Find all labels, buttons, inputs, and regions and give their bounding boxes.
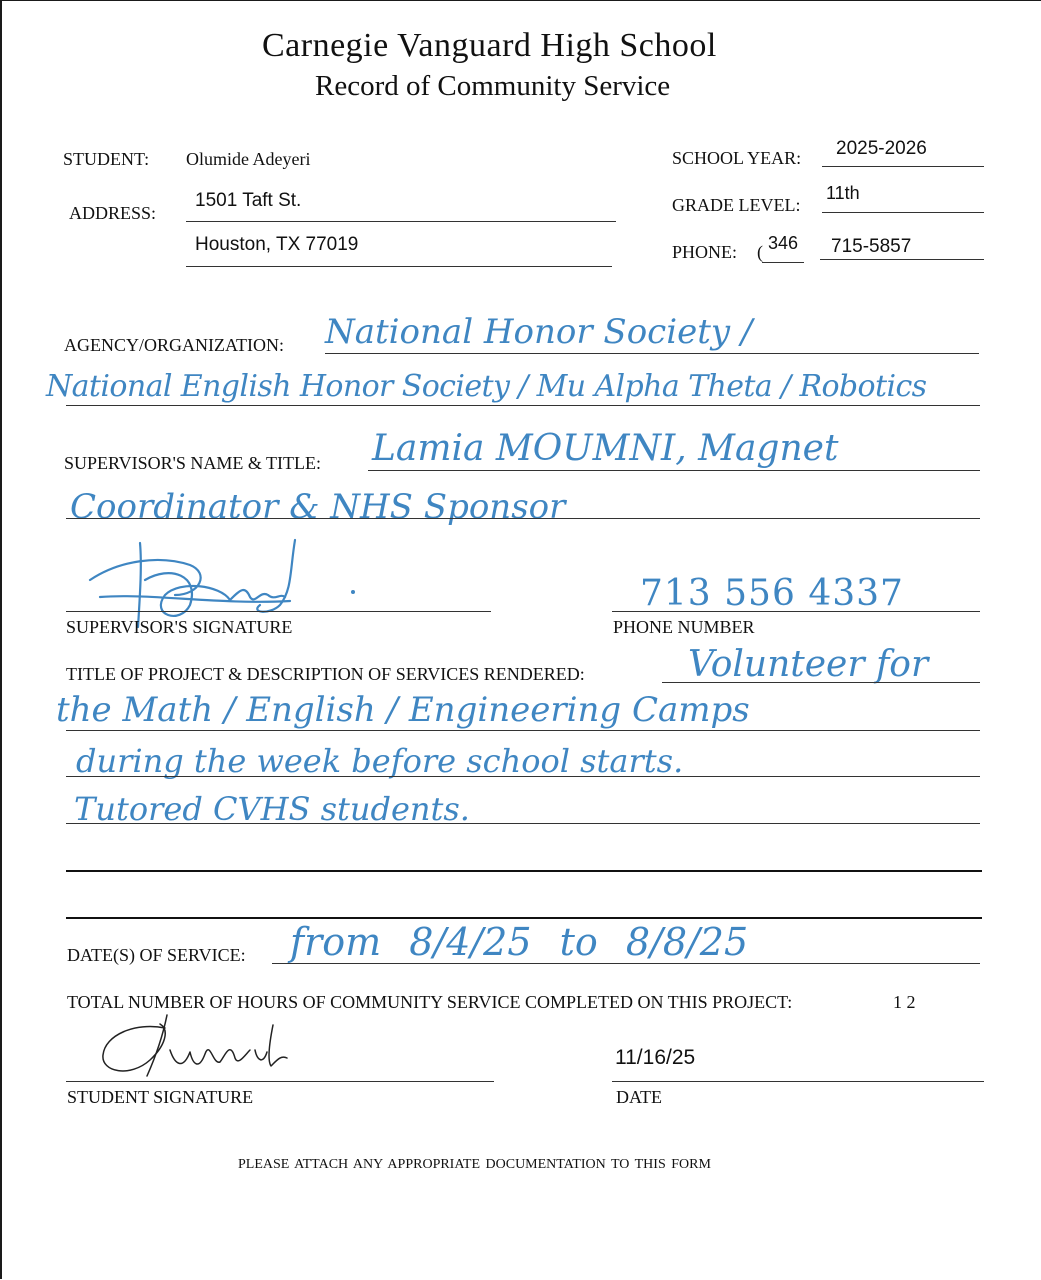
footer-note: PLEASE ATTACH ANY APPROPRIATE DOCUMENTATION TO THIS FORM — [238, 1157, 711, 1172]
dates-value: from 8/4/25 to 8/8/25 — [290, 920, 749, 964]
project-line1: Volunteer for — [688, 644, 929, 685]
agency-label: AGENCY/ORGANIZATION: — [64, 335, 284, 355]
project-rule4 — [66, 823, 980, 824]
student-signature-label: STUDENT SIGNATURE — [67, 1087, 254, 1107]
grade-line — [822, 212, 984, 213]
phone-number-line — [820, 259, 984, 260]
supervisor-phone-label: PHONE NUMBER — [613, 617, 755, 637]
agency-rule2 — [66, 405, 980, 406]
address-line2: Houston, TX 77019 — [195, 234, 359, 255]
supervisor-rule1 — [368, 470, 980, 471]
date-label: DATE — [616, 1087, 662, 1107]
project-rule5 — [66, 870, 982, 872]
address-line1-rule — [186, 221, 616, 222]
student-signature-line — [66, 1081, 494, 1082]
student-label: STUDENT: — [63, 149, 150, 169]
student-signature — [95, 1010, 315, 1082]
supervisor-label: SUPERVISOR'S NAME & TITLE: — [64, 453, 321, 473]
school-name: Carnegie Vanguard High School — [262, 27, 717, 64]
supervisor-signature-line — [66, 611, 491, 612]
dates-line — [272, 963, 980, 964]
address-line2-rule — [186, 266, 612, 267]
agency-line2: National English Honor Society / Mu Alpha Theta / Robotics — [46, 369, 927, 404]
phone-area-line — [762, 262, 804, 263]
agency-line1: National Honor Society / — [325, 312, 753, 352]
hours-value: 1 2 — [893, 992, 916, 1012]
supervisor-rule2 — [66, 518, 980, 519]
supervisor-signature-label: SUPERVISOR'S SIGNATURE — [66, 617, 293, 637]
grade-value: 11th — [826, 183, 860, 203]
signature-dot — [350, 589, 356, 595]
project-rule1 — [662, 682, 980, 683]
supervisor-line2: Coordinator & NHS Sponsor — [70, 487, 566, 527]
hours-label: TOTAL NUMBER OF HOURS OF COMMUNITY SERVICE COMPLETED ON THIS PROJECT: — [67, 992, 793, 1012]
phone-open-paren: ( — [757, 242, 763, 262]
project-rule6 — [66, 917, 982, 919]
project-rule2 — [66, 730, 980, 731]
student-name: Olumide Adeyeri — [186, 149, 311, 169]
project-label: TITLE OF PROJECT & DESCRIPTION OF SERVICES RENDERED: — [66, 664, 585, 684]
form-title: Record of Community Service — [315, 70, 671, 102]
phone-label: PHONE: — [672, 242, 738, 262]
project-line4: Tutored CVHS students. — [74, 790, 470, 828]
supervisor-line1: Lamia MOUMNI, Magnet — [372, 428, 839, 469]
supervisor-phone-line — [612, 611, 980, 612]
school-year-line — [822, 166, 984, 167]
school-year-label: SCHOOL YEAR: — [672, 148, 802, 168]
dates-label: DATE(S) OF SERVICE: — [67, 945, 246, 965]
school-year-value: 2025-2026 — [836, 138, 927, 159]
agency-rule1 — [325, 353, 979, 354]
supervisor-phone: 713 556 4337 — [640, 573, 904, 614]
phone-area-code: 346 — [768, 233, 799, 253]
signoff-date: 11/16/25 — [615, 1046, 696, 1069]
address-label: ADDRESS: — [69, 203, 157, 223]
project-line2: the Math / English / Engineering Camps — [56, 690, 750, 730]
date-line — [612, 1081, 984, 1082]
phone-number: 715-5857 — [831, 236, 912, 257]
project-rule3 — [66, 776, 980, 777]
project-line3: during the week before school starts. — [76, 742, 684, 780]
address-line1: 1501 Taft St. — [195, 190, 302, 211]
grade-label: GRADE LEVEL: — [672, 195, 801, 215]
